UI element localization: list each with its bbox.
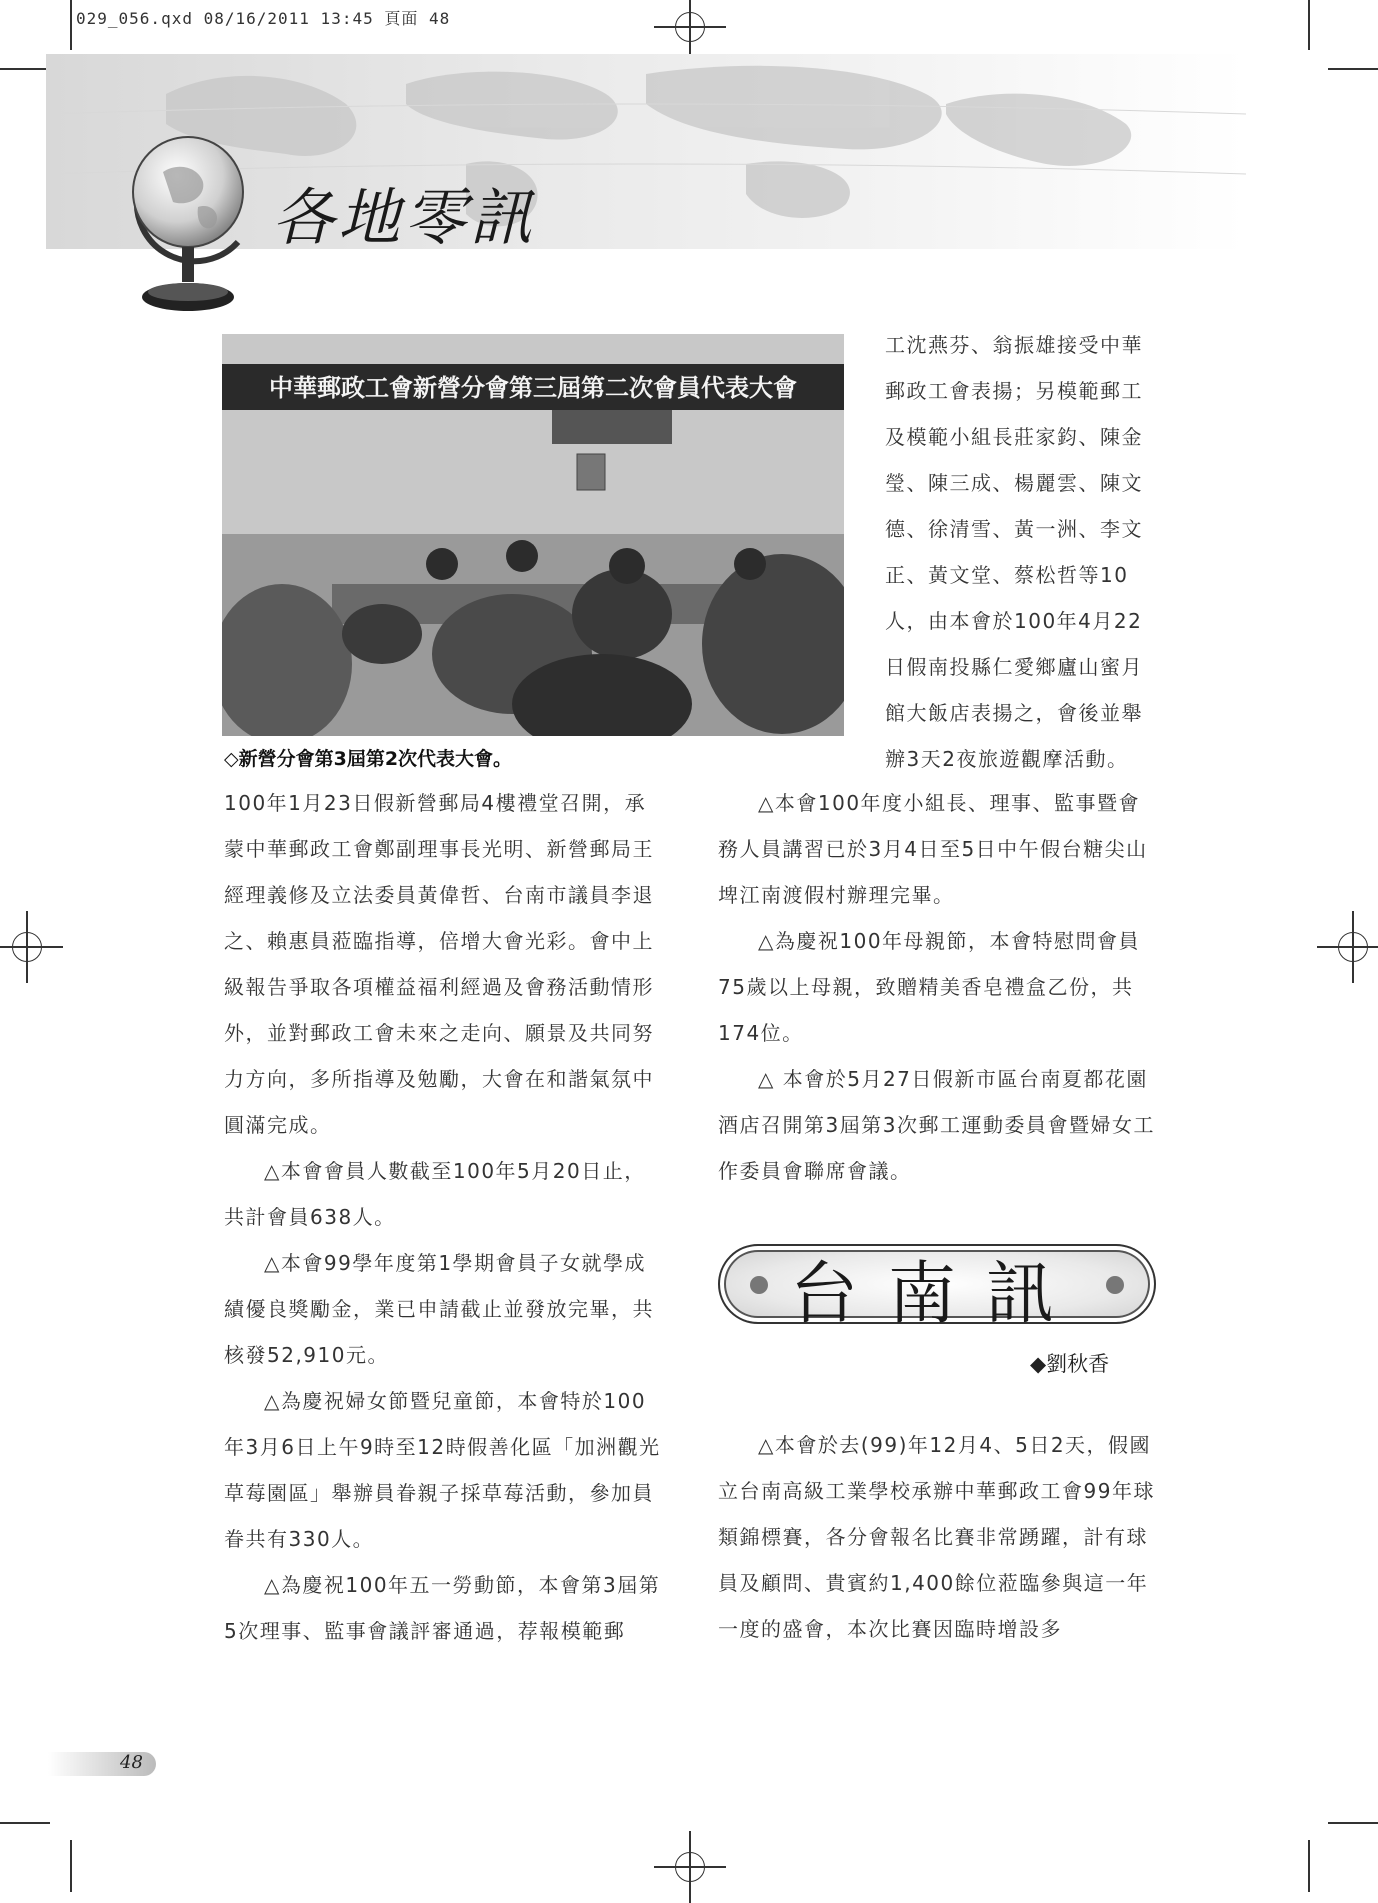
crop-mark — [0, 68, 50, 70]
event-photo — [222, 334, 844, 736]
registration-mark — [675, 1852, 705, 1882]
paragraph: △為慶祝婦女節暨兒童節，本會特於100年3月6日上午9時至12時假善化區「加洲觀光草莓園區」舉辦員眷親子採草莓活動，參加員眷共有330人。 — [224, 1389, 661, 1551]
right-middle-column — [718, 780, 1158, 1194]
crop-mark — [0, 1822, 50, 1824]
tainan-section-title: 台南訊 — [789, 1255, 1084, 1334]
crop-mark — [1328, 1822, 1378, 1824]
right-top-column — [885, 322, 1153, 782]
crop-mark — [70, 0, 72, 50]
tainan-section-header — [718, 1244, 1156, 1334]
crop-mark — [1328, 68, 1378, 70]
photo-caption: ◇新營分會第3屆第2次代表大會。 — [224, 748, 513, 770]
crop-mark — [70, 1840, 72, 1892]
paragraph: △本會100年度小組長、理事、監事暨會務人員講習已於3月4日至5日中午假台糖尖山埤江南渡假村辦理完畢。 — [718, 791, 1148, 907]
paragraph: △本會於去(99)年12月4、5日2天，假國立台南高級工業學校承辦中華郵政工會99年球類錦標賽，各分會報名比賽非常踴躍，計有球員及顧問、貴賓約1,400餘位蒞臨參與這一年一度的盛會，本次比賽因臨時增設多 — [718, 1433, 1155, 1641]
photo-banner-text: 中華郵政工會新營分會第三屆第二次會員代表大會 — [269, 373, 797, 402]
registration-mark — [12, 932, 42, 962]
paragraph: △ 本會於5月27日假新市區台南夏都花園酒店召開第3屆第3次郵工運動委員會暨婦女工作委員會聯席會議。 — [718, 1067, 1155, 1183]
tainan-column — [718, 1422, 1158, 1652]
paragraph: △本會99學年度第1學期會員子女就學成績優良獎勵金，業已申請截止並發放完畢，共核發52,910元。 — [224, 1251, 654, 1367]
crop-mark — [1308, 1840, 1310, 1892]
print-file-info: 029_056.qxd 08/16/2011 13:45 頁面 48 — [76, 9, 451, 28]
section-title: 各地零訊 — [272, 181, 537, 254]
bullet-dot-icon — [1106, 1276, 1124, 1294]
registration-mark — [675, 12, 705, 42]
globe-icon — [118, 112, 258, 322]
page-number: 48 — [120, 1752, 143, 1773]
registration-mark — [1338, 932, 1368, 962]
paragraph: △本會會員人數截至100年5月20日止，共計會員638人。 — [224, 1159, 646, 1229]
author-byline: ◆劉秋香 — [1030, 1352, 1110, 1376]
paragraph: △為慶祝100年母親節，本會特慰問會員75歲以上母親，致贈精美香皂禮盒乙份，共174位。 — [718, 929, 1141, 1045]
paragraph: △為慶祝100年五一勞動節，本會第3屆第5次理事、監事會議評審通過，荐報模範郵 — [224, 1573, 661, 1643]
paragraph: 工沈燕芬、翁振雄接受中華郵政工會表揚；另模範郵工及模範小組長莊家鈞、陳金瑩、陳三成、楊麗雲、陳文德、徐清雪、黃一洲、李文正、黃文堂、蔡松哲等10人，由本會於100年4月22日假南投縣仁愛鄉廬山蜜月館大飯店表揚之，會後並舉辦3天2夜旅遊觀摩活動。 — [885, 333, 1143, 771]
crop-mark — [1308, 0, 1310, 50]
paragraph: 100年1月23日假新營郵局4樓禮堂召開，承蒙中華郵政工會鄭副理事長光明、新營郵局王經理義修及立法委員黃偉哲、台南市議員李退之、賴惠員蒞臨指導，倍增大會光彩。會中上級報告爭取各項權益福利經過及會務活動情形外，並對郵政工會未來之走向、願景及共同努力方向，多所指導及勉勵，大會在和諧氣氛中圓滿完成。 — [224, 791, 654, 1137]
left-column — [224, 780, 664, 1654]
